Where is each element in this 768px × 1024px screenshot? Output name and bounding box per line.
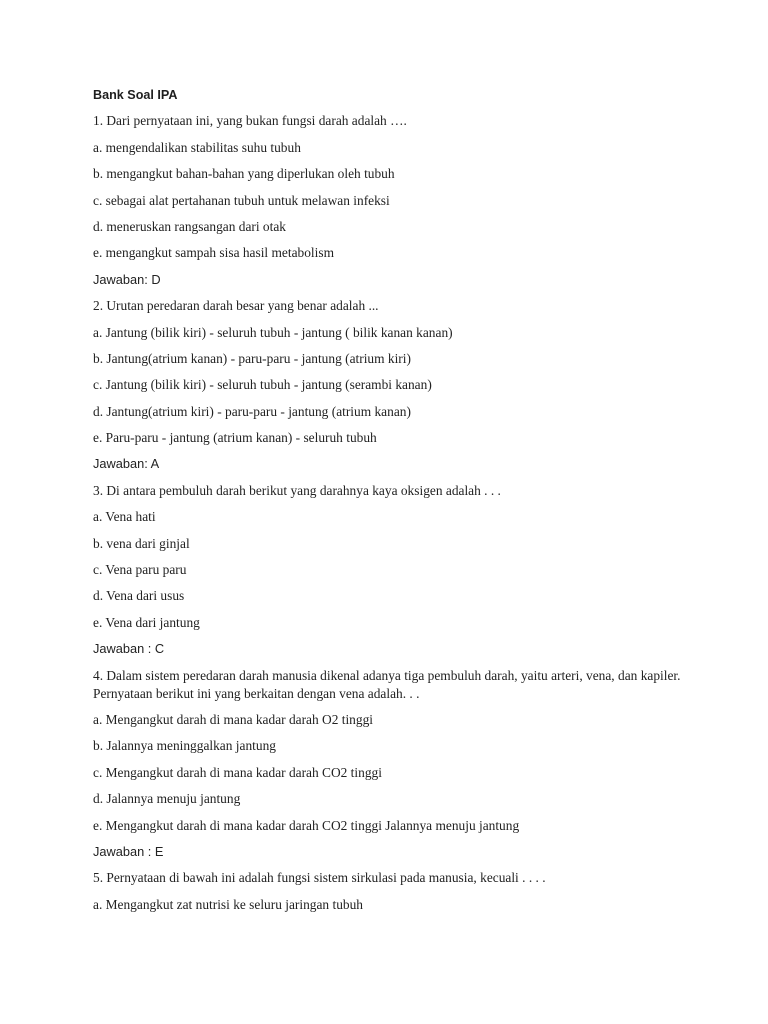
q1-option-b: b. mengangkut bahan-bahan yang diperlukan oleh tubuh xyxy=(93,166,395,182)
q3-option-e: e. Vena dari jantung xyxy=(93,614,200,630)
q4-answer: Jawaban : E xyxy=(93,843,164,859)
q4-option-c: c. Mengangkut darah di mana kadar darah CO2 tinggi xyxy=(93,764,382,780)
q3-answer: Jawaban : C xyxy=(93,641,165,657)
q2-option-a: a. Jantung (bilik kiri) - seluruh tubuh - jantung ( bilik kanan kanan) xyxy=(93,324,453,340)
q4-option-a: a. Mengangkut darah di mana kadar darah O2 tinggi xyxy=(93,711,373,727)
q2-option-c: c. Jantung (bilik kiri) - seluruh tubuh - jantung (serambi kanan) xyxy=(93,377,432,393)
q2-option-e: e. Paru-paru - jantung (atrium kanan) - seluruh tubuh xyxy=(93,430,377,446)
question-3: 3. Di antara pembuluh darah berikut yang darahnya kaya oksigen adalah . . . xyxy=(93,482,501,498)
q3-option-d: d. Vena dari usus xyxy=(93,588,185,604)
q4-option-d: d. Jalannya menuju jantung xyxy=(93,791,241,807)
question-5: 5. Pernyataan di bawah ini adalah fungsi sistem sirkulasi pada manusia, kecuali . . . . xyxy=(93,870,546,886)
q3-option-c: c. Vena paru paru xyxy=(93,562,187,578)
q1-option-d: d. meneruskan rangsangan dari otak xyxy=(93,218,286,234)
q2-option-d: d. Jantung(atrium kiri) - paru-paru - jantung (atrium kanan) xyxy=(93,403,411,419)
q4-option-b: b. Jalannya meninggalkan jantung xyxy=(93,738,276,754)
document-title: Bank Soal IPA xyxy=(93,88,178,102)
q1-option-a: a. mengendalikan stabilitas suhu tubuh xyxy=(93,139,301,155)
q3-option-a: a. Vena hati xyxy=(93,509,156,525)
question-2: 2. Urutan peredaran darah besar yang benar adalah ... xyxy=(93,298,379,314)
document-body xyxy=(93,86,693,922)
q3-option-b: b. vena dari ginjal xyxy=(93,535,190,551)
q5-option-a: a. Mengangkut zat nutrisi ke seluru jaringan tubuh xyxy=(93,896,363,912)
q2-answer: Jawaban: A xyxy=(93,456,160,472)
q1-option-e: e. mengangkut sampah sisa hasil metabolism xyxy=(93,245,334,261)
q1-answer: Jawaban: D xyxy=(93,271,161,287)
q1-option-c: c. sebagai alat pertahanan tubuh untuk melawan infeksi xyxy=(93,192,390,208)
question-4: 4. Dalam sistem peredaran darah manusia dikenal adanya tiga pembuluh darah, yaitu arteri, vena, dan kapiler. Pernyataan berikut ini yang berkaitan dengan vena adalah. . . xyxy=(93,667,681,701)
q4-option-e: e. Mengangkut darah di mana kadar darah CO2 tinggi Jalannya menuju jantung xyxy=(93,817,520,833)
question-1: 1. Dari pernyataan ini, yang bukan fungsi darah adalah …. xyxy=(93,113,407,129)
q2-option-b: b. Jantung(atrium kanan) - paru-paru - jantung (atrium kiri) xyxy=(93,350,411,366)
